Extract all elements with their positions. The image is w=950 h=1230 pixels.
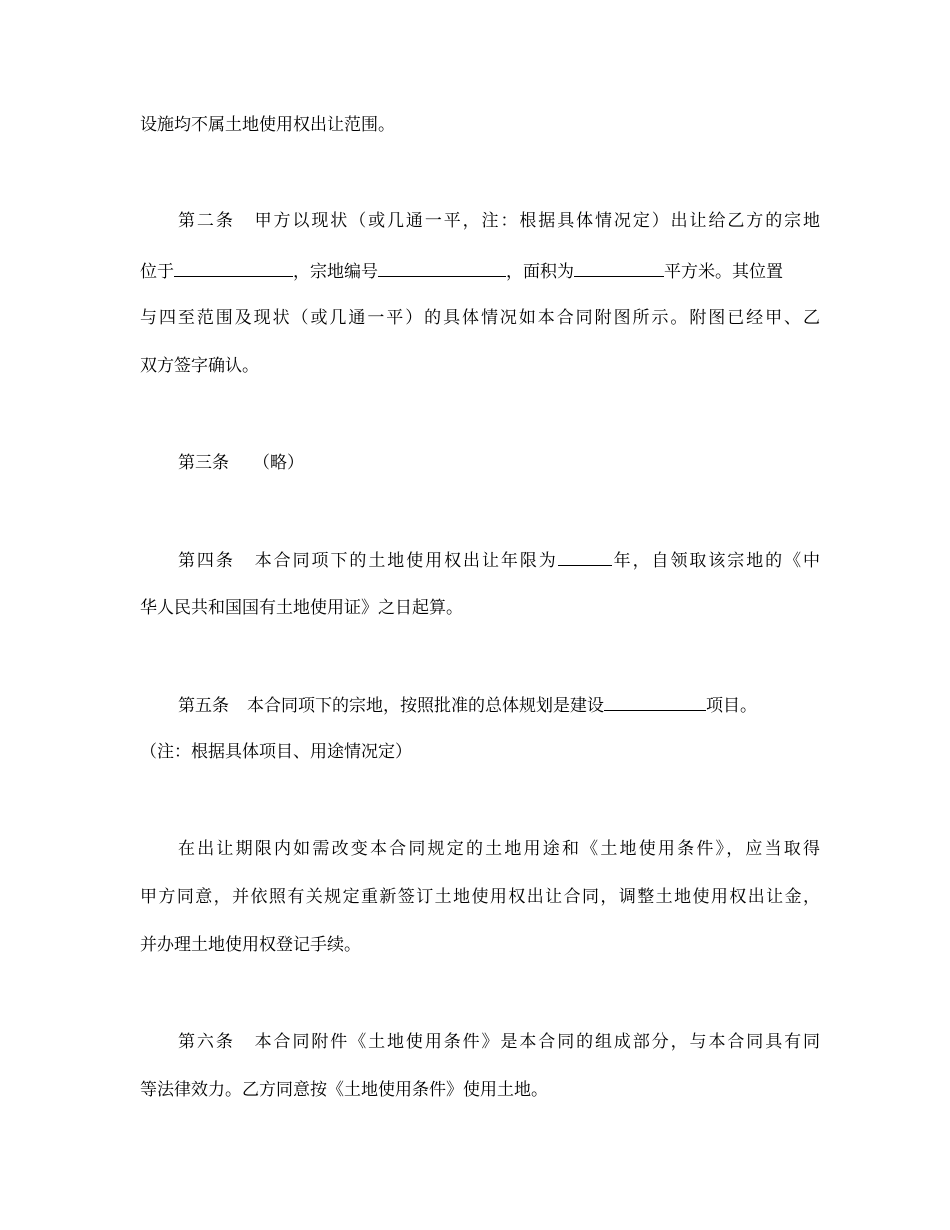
article-text: 平方米。其位置 (664, 262, 783, 282)
article-heading: 第五条 (178, 696, 229, 716)
article-5-line-1 (178, 692, 820, 716)
article-text: （注：根据具体项目、用途情况定） (140, 742, 412, 762)
article-2-line-1 (178, 209, 820, 233)
article-text: 甲方以现状（或几通一平，注：根据具体情况定）出让给乙方的宗地 (252, 211, 821, 231)
fill-in-blank (604, 692, 706, 711)
article-text: 本合同项下的宗地，按照批准的总体规划是建设 (247, 696, 604, 716)
paragraph-text: 在出让期限内如需改变本合同规定的土地用途和《土地使用条件》，应当取得 (178, 839, 820, 859)
article-6-line-1 (178, 1030, 820, 1054)
paragraph-text: 设施均不属土地使用权出让范围。 (140, 115, 395, 135)
paragraph-change-line-3 (140, 933, 820, 957)
article-6-line-2 (140, 1078, 820, 1102)
article-heading: 第三条 (178, 453, 229, 473)
article-text: 年，自领取该宗地的《中 (611, 551, 821, 571)
paragraph-text: 甲方同意，并依照有关规定重新签订土地使用权出让合同，调整土地使用权出让金， (140, 887, 820, 907)
article-text: 本合同附件《土地使用条件》是本合同的组成部分，与本合同具有同 (252, 1032, 821, 1052)
article-text: 双方签字确认。 (140, 356, 259, 376)
text-line (140, 113, 820, 137)
article-text: 等法律效力。乙方同意按《土地使用条件》使用土地。 (140, 1080, 548, 1100)
article-2-line-3 (140, 306, 820, 330)
paragraph-change-line-2 (140, 885, 820, 909)
fill-in-blank (574, 258, 664, 277)
paragraph-change-line-1 (178, 837, 820, 861)
article-heading: 第四条 (178, 551, 235, 571)
article-4-line-1 (178, 547, 820, 571)
paragraph-text: 并办理土地使用权登记手续。 (140, 935, 361, 955)
article-text: 项目。 (706, 696, 757, 716)
article-5-line-2 (140, 740, 820, 764)
article-text: 华人民共和国国有土地使用证》之日起算。 (140, 598, 463, 618)
article-text: ，宗地编号 (293, 262, 378, 282)
article-3-line-1 (178, 451, 820, 475)
article-text: 本合同项下的土地使用权出让年限为 (252, 551, 558, 571)
article-text: 位于 (140, 262, 174, 282)
fill-in-blank (174, 258, 293, 277)
article-heading: 第六条 (178, 1032, 235, 1052)
article-text: （略） (253, 453, 304, 473)
article-2-line-4 (140, 354, 820, 378)
article-2-line-2 (140, 258, 820, 282)
fill-in-blank (378, 258, 506, 277)
fill-in-blank (558, 547, 612, 566)
article-heading: 第二条 (178, 211, 235, 231)
article-text: 与四至范围及现状（或几通一平）的具体情况如本合同附图所示。附图已经甲、乙 (140, 308, 820, 328)
article-4-line-2 (140, 596, 820, 620)
article-text: ，面积为 (506, 262, 574, 282)
